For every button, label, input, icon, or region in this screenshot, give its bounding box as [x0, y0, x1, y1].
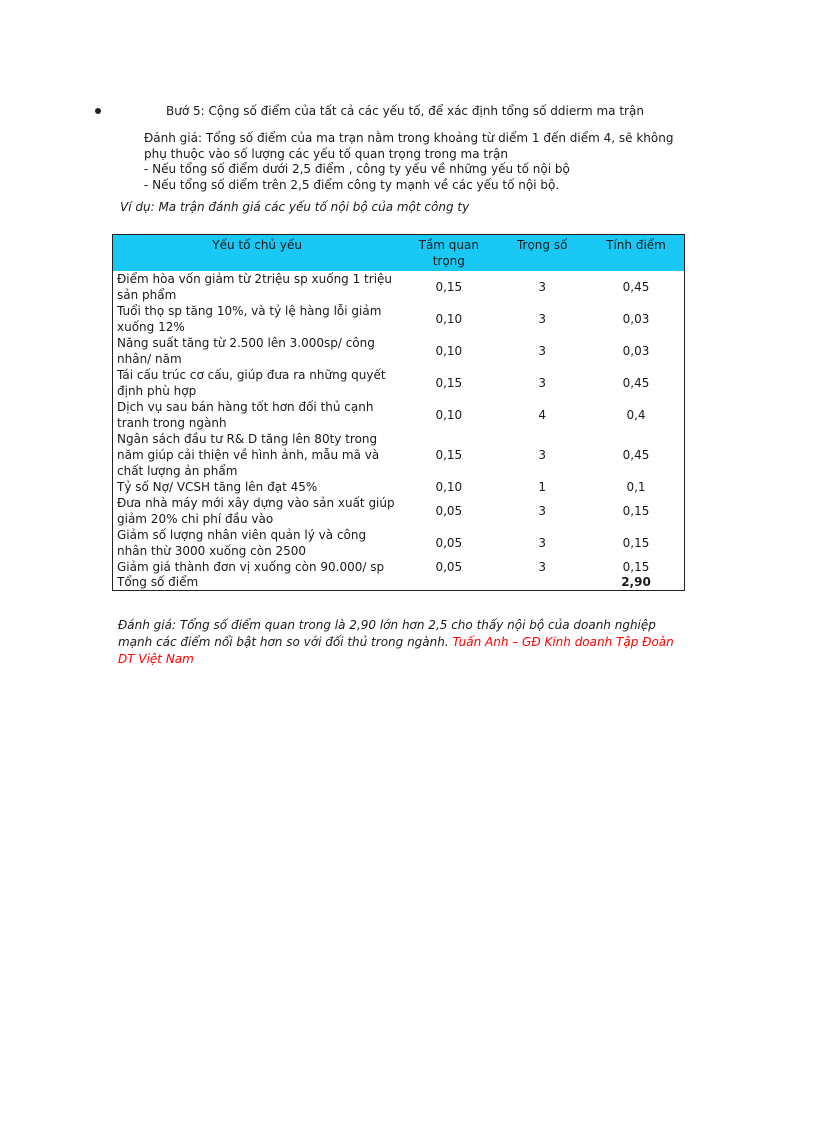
total-label: Tổng số điểm: [117, 575, 199, 589]
bullet-icon: [95, 108, 101, 114]
score-cell: 0,03: [622, 312, 650, 326]
score-cell: 0,1: [626, 480, 646, 494]
factor-cell: Ngân sách đầu tư R& D tăng lên 80ty trong năm giúp cải thiện về hình ảnh, mẫu mã và chất lượng ản phẩm: [117, 432, 380, 478]
importance-cell: 0,10: [435, 480, 463, 494]
factor-cell: Dịch vụ sau bán hàng tốt hơn đối thủ cạnh tranh trong ngành: [117, 400, 374, 430]
importance-cell: 0,15: [435, 376, 463, 390]
table-row: [113, 399, 685, 431]
importance-cell: 0,15: [435, 280, 463, 294]
weight-cell: 3: [538, 560, 547, 574]
weight-cell: 3: [538, 312, 547, 326]
evaluation-intro: Đánh giá: Tổng số điểm của ma trạn nằm trong khoảng từ diểm 1 đến diểm 4, sẽ không phụ thuộc vào số lượng các yếu tố quan trọng trong ma trận: [144, 131, 674, 161]
weight-cell: 3: [538, 280, 547, 294]
table-row: [113, 495, 685, 527]
weight-cell: 4: [538, 408, 547, 422]
importance-cell: 0,10: [435, 408, 463, 422]
score-cell: 0,45: [622, 280, 650, 294]
factor-cell: Tái cấu trúc cơ cấu, giúp đưa ra những quyết định phù hợp: [117, 368, 386, 398]
importance-cell: 0,05: [435, 560, 463, 574]
factor-cell: Điểm hòa vốn giảm từ 2triệu sp xuống 1 triệu sản phẩm: [117, 272, 393, 302]
total-row: [113, 575, 685, 591]
evaluation-block: [144, 131, 696, 193]
weight-cell: 1: [538, 480, 547, 494]
weight-cell: 3: [538, 344, 547, 358]
table-row: [113, 559, 685, 575]
score-cell: 0,45: [622, 448, 650, 462]
total-empty-cell: [401, 575, 496, 591]
score-cell: 0,03: [622, 344, 650, 358]
table-row: [113, 367, 685, 399]
table-row: [113, 271, 685, 303]
evaluation-below-threshold: - Nếu tổng số điểm dưới 2,5 điểm , công ty yếu về những yếu tố nội bộ: [144, 162, 570, 176]
evaluation-above-threshold: - Nếu tổng số diểm trên 2,5 điểm công ty mạnh về các yếu tố nội bộ.: [144, 177, 560, 192]
table-row: [113, 431, 685, 479]
table-row: [113, 335, 685, 367]
weight-cell: 3: [538, 448, 547, 462]
table-header-row: [113, 235, 685, 272]
internal-factor-matrix-table: [112, 234, 685, 591]
conclusion-text: Đánh giá: Tổng số điểm quan trong là 2,90 lớn hơn 2,5 cho thấy nội bộ của doanh nghiệp mạnh các điểm nổi bật hơn so với đối thủ trong ngành.: [118, 618, 656, 649]
table-row: [113, 527, 685, 559]
score-cell: 0,15: [622, 504, 650, 518]
weight-cell: 3: [538, 376, 547, 390]
score-cell: 0,45: [622, 376, 650, 390]
header-factor: Yếu tố chủ yếu: [113, 235, 402, 272]
importance-cell: 0,10: [435, 344, 463, 358]
header-weight: Trọng số: [496, 235, 588, 272]
total-value: 2,90: [621, 575, 651, 589]
score-cell: 0,4: [626, 408, 646, 422]
importance-cell: 0,05: [435, 504, 463, 518]
header-importance: Tầm quan trọng: [401, 235, 496, 272]
importance-cell: 0,15: [435, 448, 463, 462]
attribution-text: Tuấn Anh – GĐ Kinh doanh Tập Đoàn DT Việt Nam: [118, 635, 674, 666]
table-row: [113, 303, 685, 335]
step-heading: Bướ 5: Cộng số điểm của tất cả các yếu tố, để xác định tổng số ddierm ma trận: [166, 104, 644, 118]
factor-cell: Giảm số lượng nhân viên quản lý và công nhân thừ 3000 xuống còn 2500: [117, 528, 367, 558]
factor-cell: Tuổi thọ sp tăng 10%, và tỷ lệ hàng lỗi giảm xuống 12%: [117, 304, 382, 334]
importance-cell: 0,10: [435, 312, 463, 326]
total-empty-cell: [496, 575, 588, 591]
example-caption: Ví dụ: Ma trận đánh giá các yếu tố nội bộ của một công ty: [120, 200, 470, 214]
score-cell: 0,15: [622, 536, 650, 550]
factor-cell: Tỷ số Nợ/ VCSH tăng lên đạt 45%: [117, 480, 318, 494]
conclusion-paragraph: [118, 617, 692, 668]
factor-cell: Đưa nhà máy mới xây dựng vào sản xuất giúp giảm 20% chi phí đầu vào: [117, 496, 395, 526]
weight-cell: 3: [538, 504, 547, 518]
header-score: Tính điểm: [588, 235, 684, 272]
importance-cell: 0,05: [435, 536, 463, 550]
weight-cell: 3: [538, 536, 547, 550]
factor-cell: Giảm giá thành đơn vị xuống còn 90.000/ sp: [117, 560, 385, 574]
score-cell: 0,15: [622, 560, 650, 574]
factor-cell: Năng suất tăng từ 2.500 lên 3.000sp/ công nhân/ năm: [117, 336, 375, 366]
table-row: [113, 479, 685, 495]
